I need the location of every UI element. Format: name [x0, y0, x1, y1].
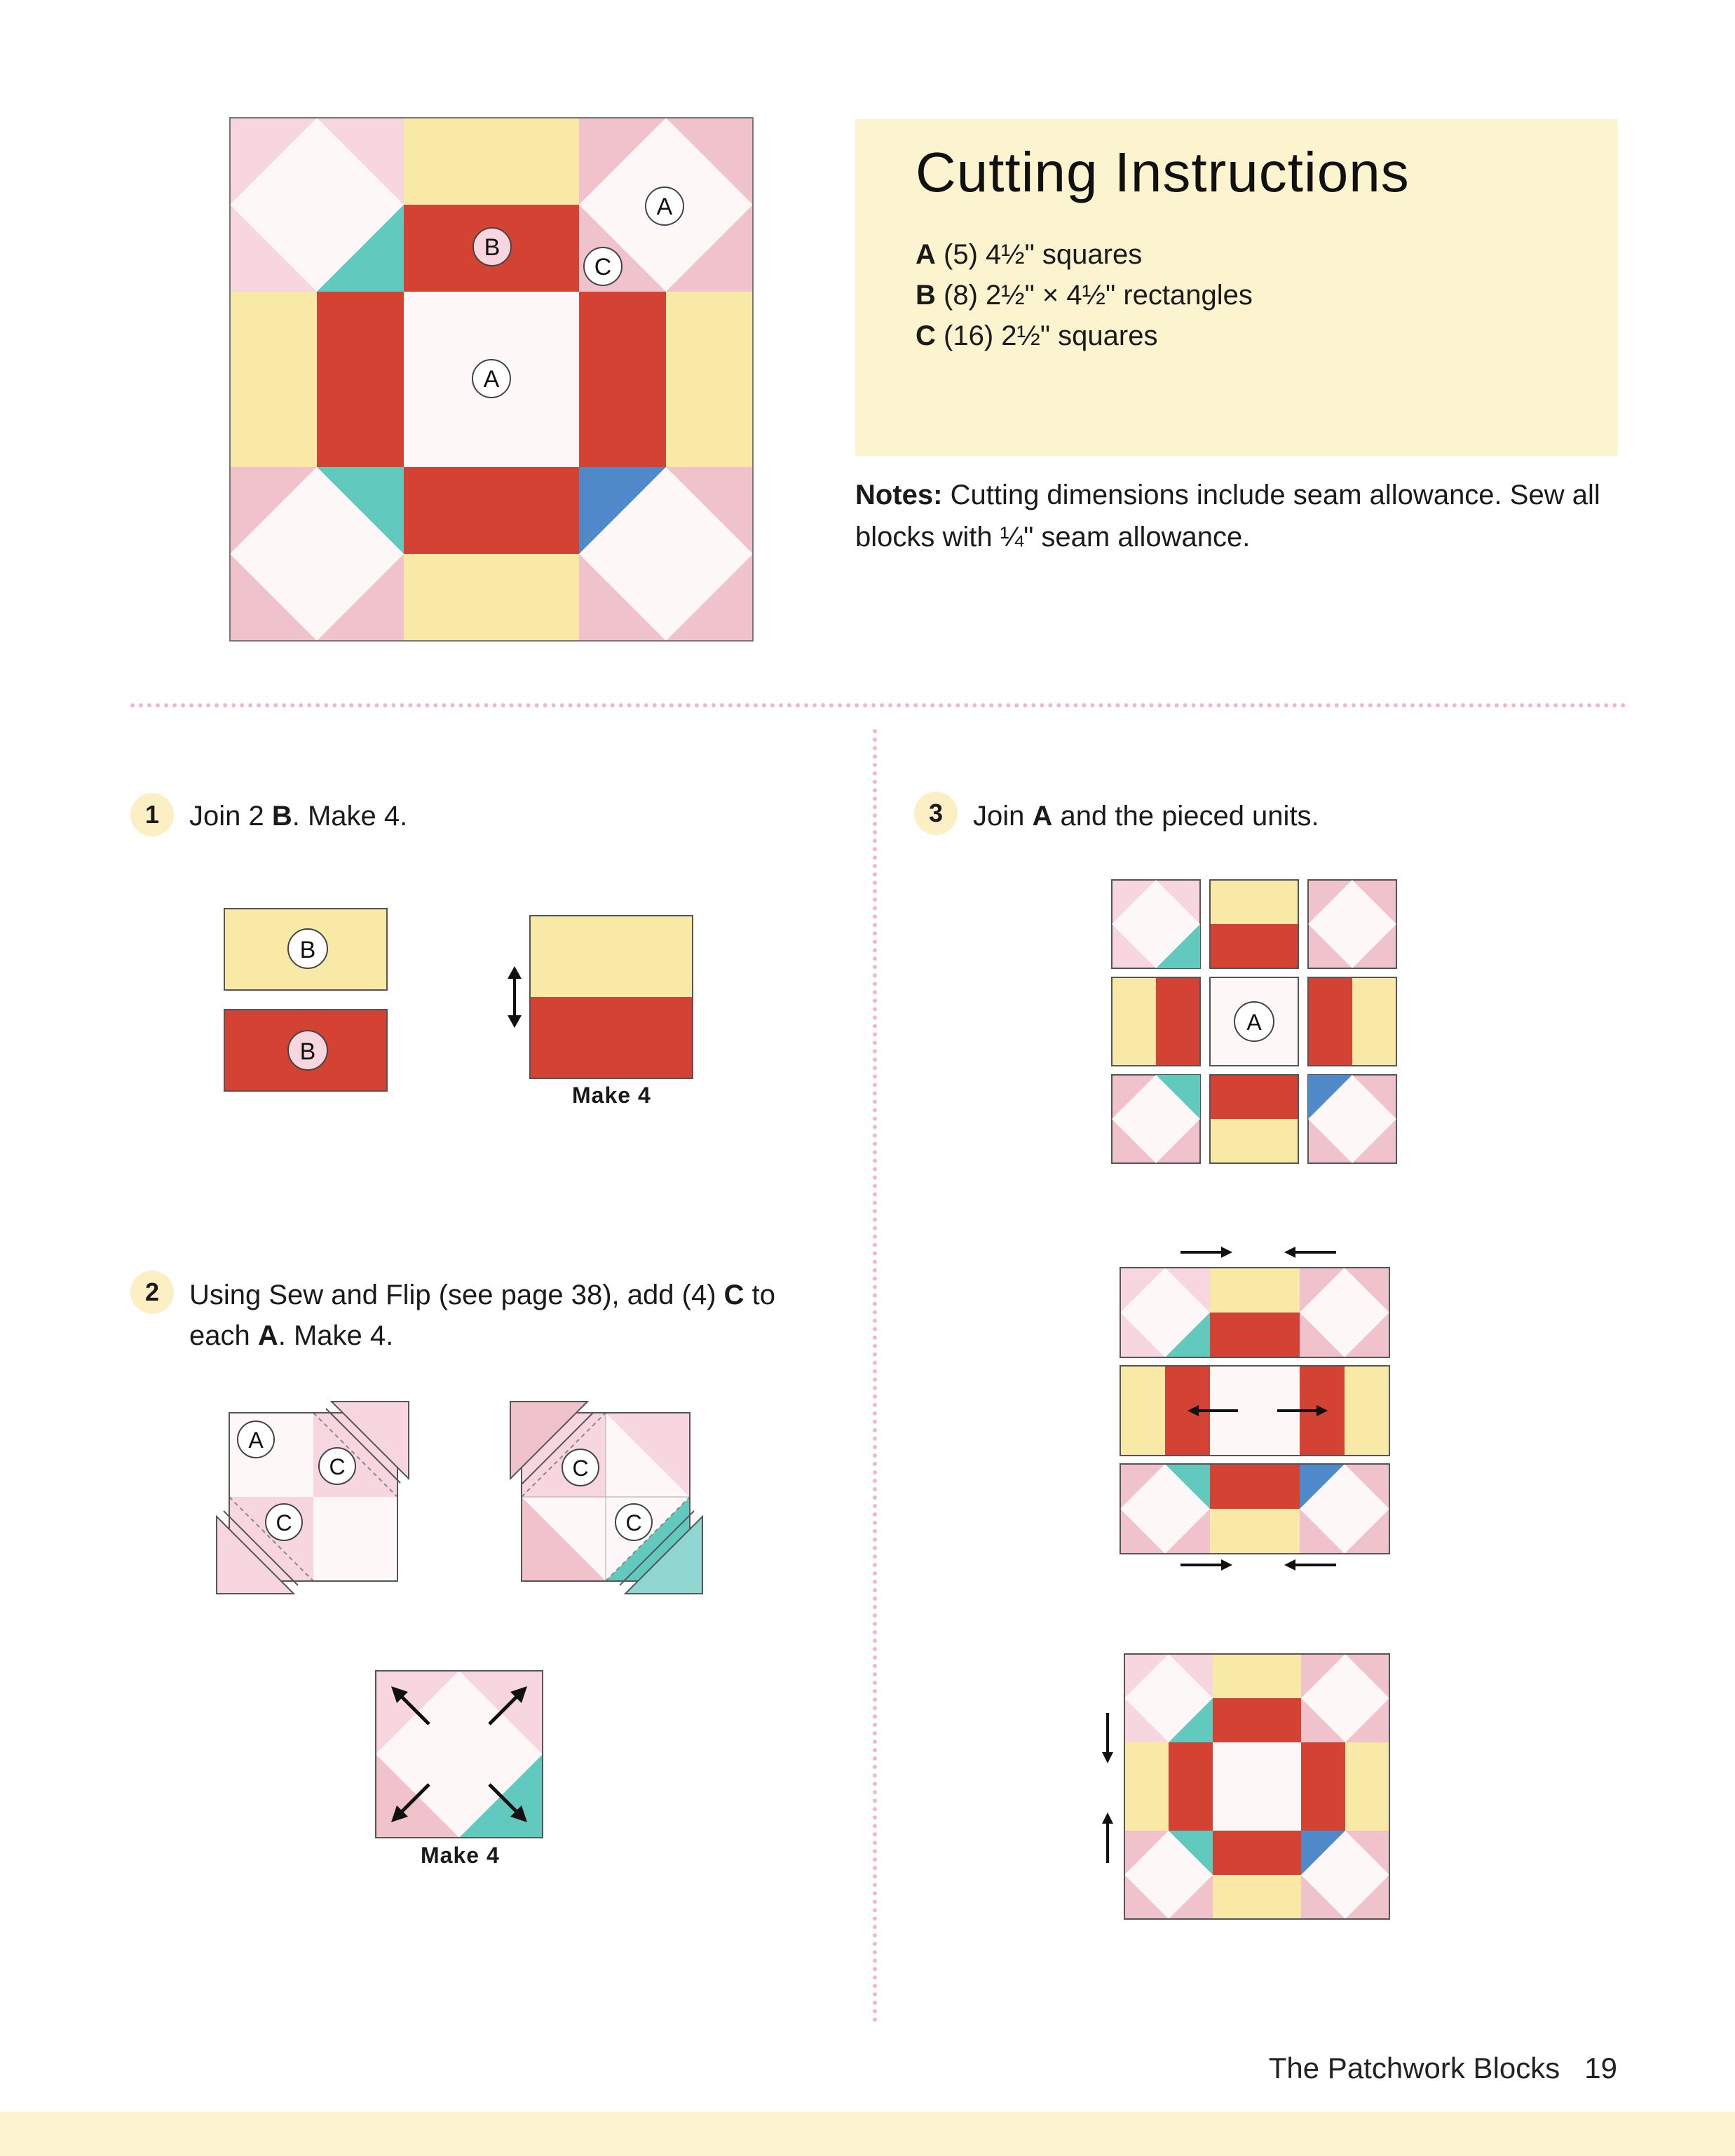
footer — [1269, 2052, 1617, 2085]
label-b-badge — [473, 228, 511, 266]
notes-text: Cutting dimensions include seam allowance. Sew all blocks with ¼" seam allowance. — [855, 480, 1600, 552]
step-3-layout-diagram — [1110, 879, 1399, 1165]
yellow-rect-bottom — [404, 554, 579, 641]
step-2-sew-diagram-right — [506, 1399, 709, 1595]
red-rect-right — [579, 292, 666, 467]
step-2-number: 2 — [130, 1270, 174, 1314]
svg-text:A: A — [483, 366, 500, 393]
svg-text:B: B — [299, 1038, 316, 1065]
step-2-caption: Make 4 — [421, 1843, 500, 1868]
step-1-caption: Make 4 — [572, 1083, 651, 1108]
svg-text:C: C — [275, 1510, 292, 1535]
red-rect-bottom — [404, 467, 579, 554]
cutting-item: A (5) 4½" squares — [916, 239, 1143, 270]
step-3-finished-diagram — [1096, 1653, 1398, 1920]
step-1-number: 1 — [130, 793, 174, 836]
step-1-result-diagram — [501, 914, 697, 1083]
label-c-badge — [319, 1448, 355, 1484]
page-number: 19 — [1584, 2052, 1617, 2084]
svg-text:A: A — [656, 194, 673, 220]
svg-text:C: C — [625, 1510, 642, 1535]
vertical-divider — [873, 729, 877, 2023]
press-arrow-icon — [1102, 1713, 1113, 1863]
svg-text:C: C — [594, 254, 612, 280]
svg-text:B: B — [299, 937, 316, 963]
step-3-text: Join A and the pieced units. — [973, 801, 1319, 832]
footer-bar — [0, 2112, 1735, 2156]
corner-unit-bottom-left — [230, 467, 404, 641]
yellow-rect-right — [666, 292, 753, 467]
notes-paragraph — [855, 474, 1619, 558]
step-2-text-line-2: each A. Make 4. — [189, 1320, 394, 1351]
svg-text:B: B — [484, 234, 501, 261]
label-b-badge — [288, 929, 327, 968]
svg-text:C: C — [572, 1456, 589, 1481]
cutting-item: C (16) 2½" squares — [916, 320, 1158, 351]
cutting-title: Cutting Instructions — [916, 141, 1410, 203]
label-a-badge — [238, 1421, 274, 1458]
svg-text:C: C — [329, 1454, 346, 1479]
label-c-badge — [562, 1449, 599, 1486]
step-1-pieces-diagram — [224, 909, 393, 1091]
red-rect-left — [317, 292, 404, 467]
yellow-rect-top — [404, 118, 579, 205]
label-c-badge — [266, 1504, 302, 1540]
step-3-number: 3 — [914, 792, 958, 835]
yellow-rect-left — [230, 292, 317, 467]
corner-unit-top-left — [230, 118, 404, 292]
footer-section: The Patchwork Blocks — [1268, 2052, 1560, 2084]
corner-unit-bottom-right — [579, 467, 753, 641]
label-a-center-badge — [472, 360, 510, 398]
svg-text:A: A — [248, 1428, 264, 1453]
step-2-sew-diagram-left — [214, 1399, 417, 1595]
press-arrow-icon — [508, 966, 522, 1028]
step-2-result-diagram — [376, 1671, 544, 1839]
step-1-text: Join 2 B. Make 4. — [189, 801, 408, 832]
label-a-badge — [646, 187, 683, 225]
step-3-rows-diagram — [1119, 1238, 1392, 1575]
horizontal-divider — [130, 703, 1626, 707]
main-block-diagram — [230, 118, 753, 641]
step-2-text-line-1: Using Sew and Flip (see page 38), add (4) C to — [189, 1280, 776, 1310]
label-c-badge — [615, 1504, 652, 1540]
svg-text:A: A — [1246, 1010, 1262, 1035]
label-b-badge — [288, 1031, 327, 1070]
label-c-badge — [584, 248, 622, 285]
cutting-item: B (8) 2½" × 4½" rectangles — [916, 280, 1253, 311]
notes-label: Notes: — [855, 480, 943, 510]
